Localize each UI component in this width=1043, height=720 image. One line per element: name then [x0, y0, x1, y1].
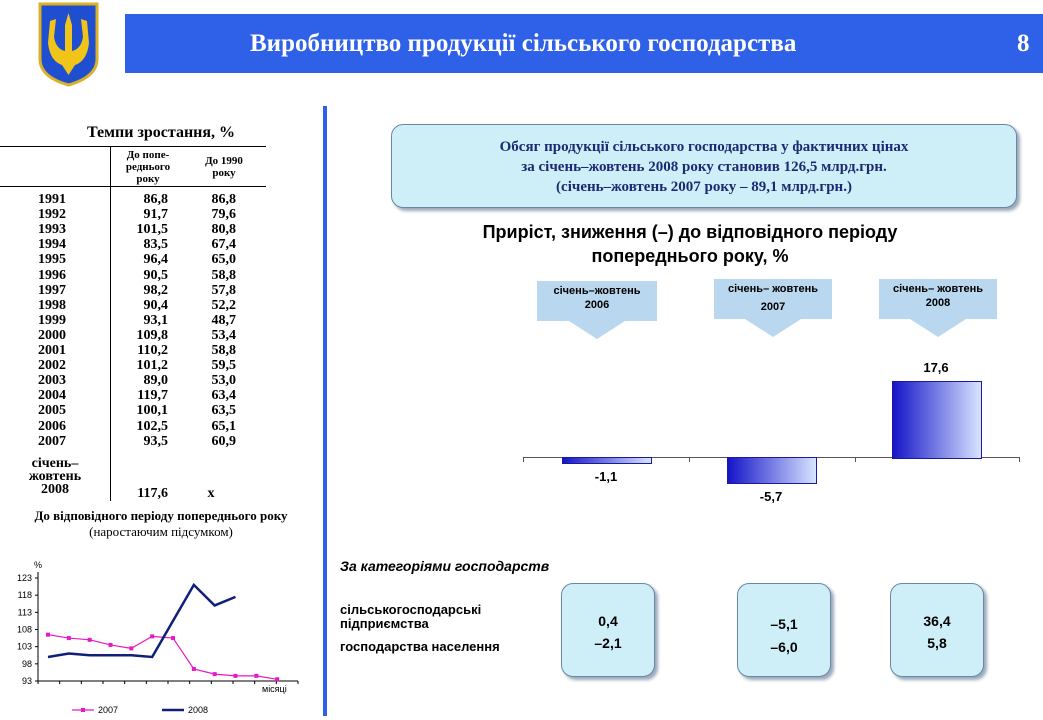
table-row [0, 223, 266, 236]
series-point-2007 [254, 674, 258, 678]
table-cell-year: 1999 [38, 312, 66, 328]
mini-chart-caption [0, 508, 322, 540]
series-point-2007 [234, 674, 238, 678]
category-box-2006 [561, 583, 655, 677]
y-tick-label: 93 [21, 676, 32, 686]
page-title: Виробництво продукції сільського господарства [250, 30, 797, 57]
bar-value-label: -1,1 [594, 468, 618, 484]
table-row [0, 208, 266, 221]
table-cell-1990: 63,5 [211, 403, 236, 419]
table-cell-year: 2002 [38, 358, 66, 374]
series-point-2007 [275, 677, 279, 681]
table-row [0, 404, 266, 417]
table-cell-year: 2000 [38, 327, 66, 343]
table-row [0, 420, 266, 433]
table-cell-1990: 58,8 [211, 267, 236, 283]
table-cell-1990: 80,8 [211, 222, 236, 238]
bar-value-label: 17,6 [923, 359, 949, 375]
table-row [0, 359, 266, 372]
table-cell-year: 1997 [38, 282, 66, 298]
table-cell-prev: 91,7 [143, 207, 168, 223]
table-row [0, 389, 266, 402]
bar-chart-tick [855, 457, 856, 462]
category-box-2007 [737, 583, 831, 677]
info-line-2: за січень–жовтень 2008 року становив 126,5 млрд.грн. [521, 159, 887, 175]
table-cell-1990: 52,2 [211, 297, 236, 313]
table-cell-1990: 79,6 [211, 207, 236, 223]
y-tick-label: 113 [17, 607, 32, 618]
table-cell-year: 1993 [38, 222, 66, 238]
table-cell-1990: 63,4 [211, 388, 236, 404]
series-point-2007 [109, 643, 113, 647]
info-line-1: Обсяг продукції сільського господарства у фактичних цінах [499, 139, 909, 155]
bar-chart-tick [523, 457, 524, 462]
mini-chart-caption-title: До відповідного періоду попереднього року [34, 508, 288, 523]
series-point-2007 [213, 672, 217, 676]
legend-label-2007: 2007 [98, 705, 119, 715]
page-number: 8 [1017, 30, 1030, 57]
table-cell-year: 1991 [38, 192, 66, 207]
series-point-2007 [192, 667, 196, 671]
table-row [0, 344, 266, 357]
table-header-rule [0, 186, 266, 187]
series-point-2007 [46, 633, 50, 637]
table-cell-1990: 59,5 [211, 358, 236, 374]
value-households-2007: –6,0 [770, 639, 798, 655]
column-header-prev-year: До попе- реднього року [125, 149, 171, 185]
table-cell-prev: 101,5 [136, 222, 168, 238]
value-enterprises-2006: 0,4 [598, 613, 618, 629]
series-point-2007 [171, 636, 175, 640]
table-cell-year: 2003 [38, 373, 66, 389]
table-cell-prev: 100,1 [136, 403, 168, 419]
table-cell-prev: 109,8 [136, 327, 168, 343]
table-cell-1990: 53,4 [211, 327, 236, 343]
table-cell-1990: 86,8 [211, 192, 236, 207]
table-title: Темпи зростання, % [86, 124, 236, 141]
y-tick-label: 103 [16, 641, 32, 652]
table-cell-year: 1992 [38, 207, 66, 223]
bar-value-label: -5,7 [759, 488, 783, 504]
table-row [0, 314, 266, 327]
table-cell-1990: 60,9 [211, 433, 236, 449]
table-cell-prev: 110,2 [137, 343, 168, 358]
y-unit-label: % [34, 560, 43, 570]
table-cell-prev: 93,1 [143, 312, 168, 328]
table-cell-year: 1995 [38, 252, 66, 268]
table-cell-1990: 65,0 [211, 252, 236, 268]
label-agricultural-enterprises: сільськогосподарські підприємства [340, 602, 482, 631]
table-cell-1990: 48,7 [211, 312, 236, 328]
value-households-2008: 5,8 [927, 635, 947, 651]
table-cell-prev: 96,4 [143, 252, 168, 268]
table-cell-prev: 90,4 [143, 297, 168, 313]
table-cell-year: 2001 [38, 343, 66, 358]
table-cell-1990: 67,4 [211, 237, 236, 253]
table-cell-prev: 102,5 [136, 418, 168, 434]
table-cell-year: 2004 [38, 388, 66, 404]
table-row [0, 435, 266, 448]
table-cell-prev: 93,5 [143, 433, 168, 449]
legend-marker-2007 [81, 708, 85, 712]
x-axis-label: місяці [262, 684, 287, 694]
bar-січень–-жовтень-2008 [892, 381, 982, 459]
info-line-3: (січень–жовтень 2007 року – 89,1 млрд.грн.) [556, 179, 852, 195]
table-cell-year: 2005 [38, 403, 66, 419]
label-households: господарства населення [340, 639, 500, 654]
category-box-2008 [890, 583, 984, 677]
legend-label-2008: 2008 [188, 705, 209, 715]
chart-title: Приріст, зниження (–) до відповідного періоду попереднього року, % [482, 222, 898, 266]
table-row [0, 193, 266, 206]
value-enterprises-2008: 36,4 [923, 613, 951, 629]
mini-chart-caption-subtitle: (наростаючим підсумком) [89, 524, 233, 539]
table-cell-1990: 58,8 [211, 343, 236, 358]
table-cell-year: 2006 [38, 418, 66, 434]
coat-of-arms-icon [37, 1, 100, 87]
table-row [0, 374, 266, 387]
column-header-1990: До 1990 року [205, 155, 243, 179]
table-cell-1990: 53,0 [211, 373, 236, 389]
table-cell-1990: 57,8 [211, 282, 236, 298]
bar-chart-tick [689, 457, 690, 462]
bar-січень–жовтень-2006 [562, 457, 652, 464]
table-cell-year: 1996 [38, 267, 66, 283]
table-row [0, 269, 266, 282]
table-cell-prev: 98,2 [143, 282, 168, 298]
series-point-2007 [129, 646, 133, 650]
table-row-label-jan-oct-2008: січень– жовтень 2008 [28, 456, 82, 497]
table-row [0, 284, 266, 297]
table-row [0, 299, 266, 312]
series-point-2007 [88, 638, 92, 642]
bar-chart-tick [1019, 457, 1020, 462]
table-cell-prev: 119,7 [137, 388, 168, 404]
summary-info-box [391, 124, 1017, 208]
table-cell-1990: 65,1 [211, 418, 236, 434]
table-cell-prev: 89,0 [143, 373, 168, 389]
table-row [0, 253, 266, 266]
series-line-2008 [48, 585, 236, 657]
y-tick-label: 108 [16, 624, 32, 635]
table-top-rule [0, 146, 266, 147]
table-row [0, 238, 266, 251]
table-cell-prev: 90,5 [143, 267, 168, 283]
series-point-2007 [67, 636, 71, 640]
value-households-2006: –2,1 [594, 635, 622, 651]
table-cell-prev: 83,5 [143, 237, 168, 253]
y-tick-label: 98 [21, 658, 32, 669]
table-cell-2008-base: х [207, 486, 215, 501]
categories-title: За категоріями господарств [340, 558, 550, 574]
y-tick-label: 123 [16, 573, 32, 583]
table-cell-year: 1994 [38, 237, 66, 253]
table-row [0, 329, 266, 342]
vertical-divider [323, 106, 327, 716]
table-cell-prev: 101,2 [136, 358, 168, 374]
table-cell-prev: 86,8 [143, 192, 168, 207]
table-cell-year: 2007 [38, 433, 66, 449]
bar-січень–-жовтень-2007 [727, 457, 817, 484]
value-enterprises-2007: –5,1 [770, 616, 798, 632]
table-cell-year: 1998 [38, 297, 66, 313]
y-tick-label: 118 [17, 590, 32, 601]
series-point-2007 [150, 634, 154, 638]
table-cell-2008-prev: 117,6 [137, 486, 168, 501]
mini-line-chart [0, 556, 322, 720]
